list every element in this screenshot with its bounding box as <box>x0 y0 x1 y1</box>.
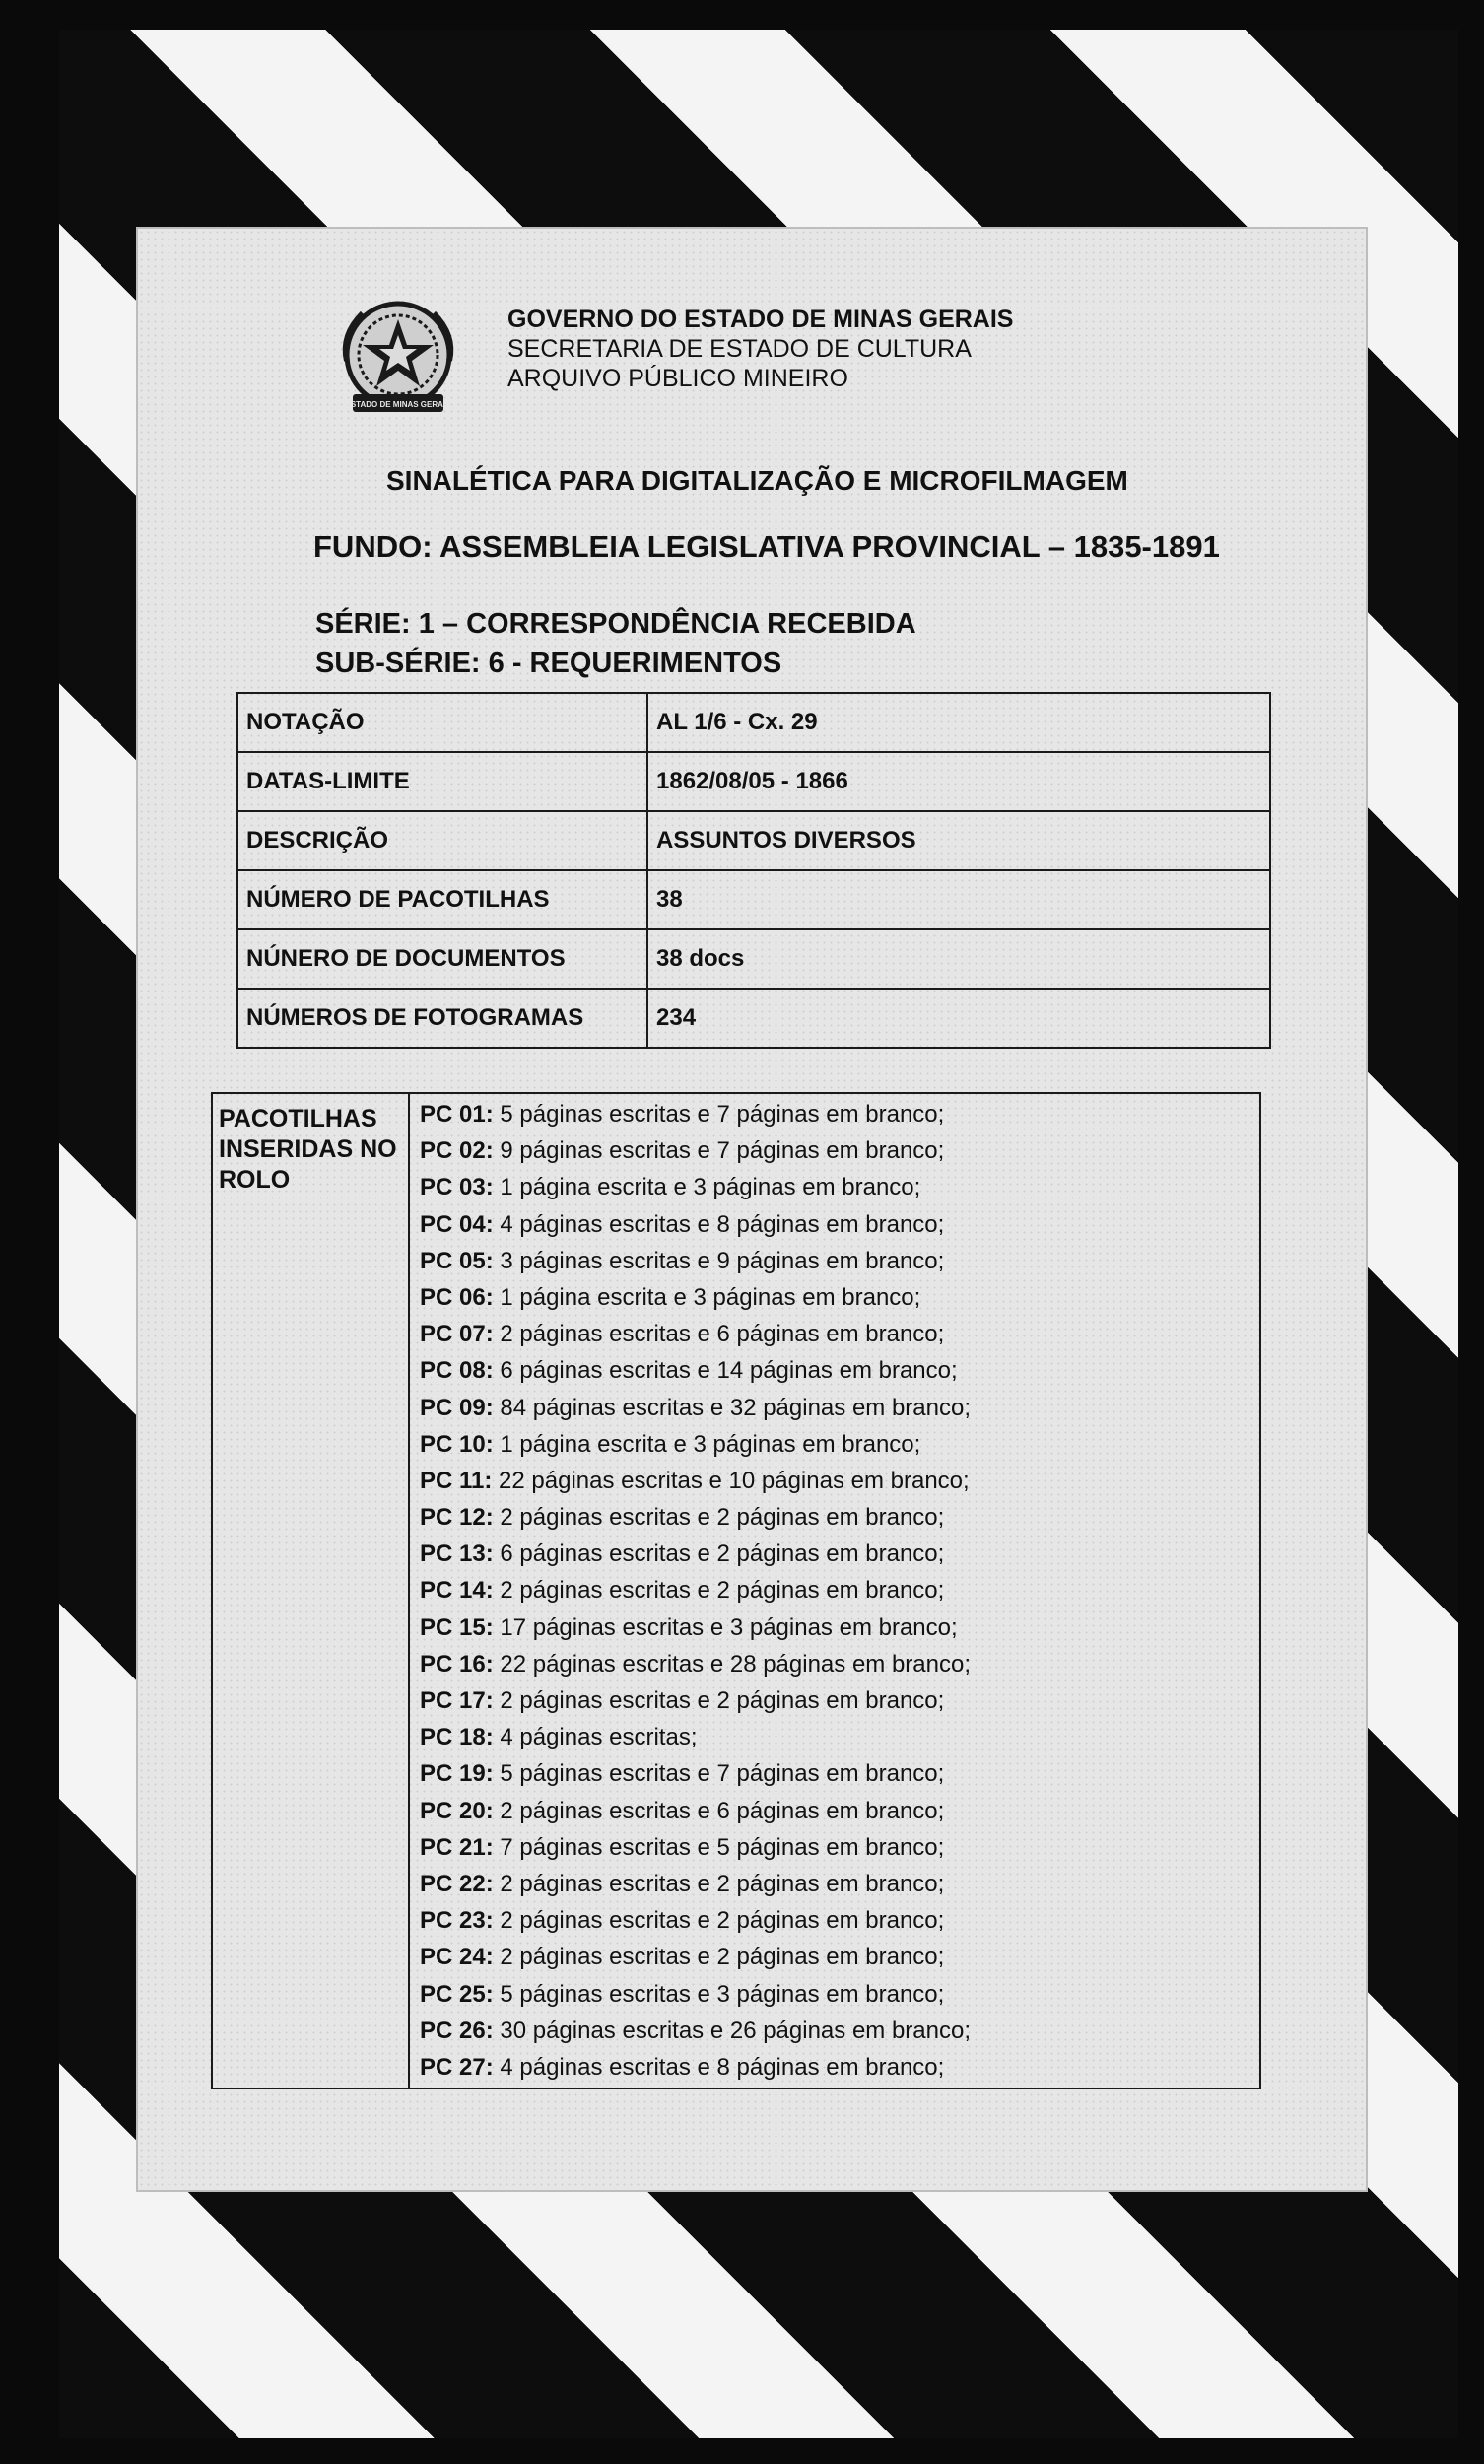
pacotilha-description: 7 páginas escritas e 5 páginas em branco; <box>500 1833 945 1861</box>
pacotilha-description: 17 páginas escritas e 3 páginas em branco; <box>500 1613 958 1641</box>
pacotilha-code: PC 07: <box>420 1321 494 1348</box>
pacotilha-description: 2 páginas escritas e 6 páginas em branco; <box>500 1321 945 1348</box>
pacotilha-item <box>420 1866 1248 1902</box>
institution-line-secretariat: SECRETARIA DE ESTADO DE CULTURA <box>507 335 972 363</box>
pacotilha-code: PC 20: <box>420 1797 494 1824</box>
pacotilha-description: 9 páginas escritas e 7 páginas em branco; <box>500 1137 945 1165</box>
subserie-heading: SUB-SÉRIE: 6 - REQUERIMENTOS <box>315 648 782 679</box>
pacotilha-item <box>420 1646 1248 1682</box>
pacotilha-item <box>420 1279 1248 1316</box>
metadata-label: NÚNERO DE DOCUMENTOS <box>237 929 647 989</box>
metadata-value: 38 docs <box>647 929 1270 989</box>
institution-line-government: GOVERNO DO ESTADO DE MINAS GERAIS <box>507 306 1014 333</box>
pacotilha-item <box>420 1352 1248 1389</box>
metadata-value: AL 1/6 - Cx. 29 <box>647 693 1270 752</box>
pacotilha-item <box>420 1390 1248 1426</box>
pacotilha-description: 2 páginas escritas e 2 páginas em branco; <box>500 1907 945 1935</box>
pacotilha-code: PC 18: <box>420 1724 494 1751</box>
pacotilha-description: 2 páginas escritas e 2 páginas em branco; <box>500 1870 945 1897</box>
pacotilha-code: PC 23: <box>420 1907 494 1935</box>
pacotilha-item <box>420 1609 1248 1646</box>
pacotilha-description: 6 páginas escritas e 14 páginas em branco; <box>500 1357 958 1385</box>
pacotilhas-list <box>420 1096 1248 2086</box>
metadata-value: ASSUNTOS DIVERSOS <box>647 811 1270 870</box>
pacotilha-item <box>420 1426 1248 1463</box>
pacotilha-description: 4 páginas escritas e 8 páginas em branco; <box>500 1210 945 1238</box>
minas-gerais-coat-of-arms-icon <box>333 296 463 426</box>
pacotilha-item <box>420 1096 1248 1132</box>
metadata-row <box>237 811 1270 870</box>
pacotilha-description: 1 página escrita e 3 páginas em branco; <box>500 1283 921 1311</box>
pacotilha-code: PC 08: <box>420 1357 494 1385</box>
fundo-heading: FUNDO: ASSEMBLEIA LEGISLATIVA PROVINCIAL – 1835-1891 <box>313 529 1220 564</box>
pacotilha-item <box>420 1939 1248 1975</box>
pacotilha-description: 5 páginas escritas e 7 páginas em branco; <box>500 1760 945 1788</box>
pacotilha-code: PC 17: <box>420 1687 494 1714</box>
pacotilha-item <box>420 1463 1248 1499</box>
pacotilha-description: 5 páginas escritas e 7 páginas em branco; <box>500 1101 945 1128</box>
pacotilha-description: 1 página escrita e 3 páginas em branco; <box>500 1430 921 1458</box>
pacotilha-description: 2 páginas escritas e 2 páginas em branco; <box>500 1944 945 1971</box>
pacotilha-item <box>420 1206 1248 1243</box>
metadata-row <box>237 693 1270 752</box>
metadata-label: NÚMEROS DE FOTOGRAMAS <box>237 989 647 1048</box>
seal-ribbon-text: ESTADO DE MINAS GERAIS <box>345 400 451 409</box>
pacotilha-code: PC 16: <box>420 1650 494 1677</box>
pacotilha-code: PC 15: <box>420 1613 494 1641</box>
metadata-label: NOTAÇÃO <box>237 693 647 752</box>
pacotilha-description: 84 páginas escritas e 32 páginas em branco; <box>500 1394 972 1421</box>
pacotilha-code: PC 11: <box>420 1467 493 1494</box>
metadata-value: 234 <box>647 989 1270 1048</box>
pacotilha-code: PC 13: <box>420 1540 494 1568</box>
pacotilha-item <box>420 1755 1248 1792</box>
pacotilha-item <box>420 1132 1248 1169</box>
pacotilha-description: 2 páginas escritas e 2 páginas em branco; <box>500 1687 945 1714</box>
pacotilha-description: 6 páginas escritas e 2 páginas em branco; <box>500 1540 945 1568</box>
pacotilha-code: PC 10: <box>420 1430 494 1458</box>
pacotilha-item <box>420 1793 1248 1829</box>
pacotilha-code: PC 06: <box>420 1283 494 1311</box>
pacotilha-code: PC 05: <box>420 1247 494 1274</box>
pacotilha-item <box>420 2013 1248 2049</box>
pacotilha-item <box>420 1682 1248 1719</box>
metadata-value: 38 <box>647 870 1270 929</box>
pacotilha-description: 2 páginas escritas e 6 páginas em branco; <box>500 1797 945 1824</box>
pacotilha-item <box>420 1829 1248 1866</box>
pacotilha-code: PC 19: <box>420 1760 494 1788</box>
pacotilhas-label-line: PACOTILHAS <box>219 1105 377 1132</box>
pacotilha-code: PC 24: <box>420 1944 494 1971</box>
pacotilha-description: 2 páginas escritas e 2 páginas em branco; <box>500 1504 945 1532</box>
metadata-row <box>237 752 1270 811</box>
pacotilha-item <box>420 1976 1248 2013</box>
metadata-row <box>237 870 1270 929</box>
pacotilha-description: 4 páginas escritas e 8 páginas em branco; <box>500 2053 945 2081</box>
pacotilha-description: 30 páginas escritas e 26 páginas em branco; <box>500 2017 972 2044</box>
pacotilha-code: PC 03: <box>420 1174 494 1201</box>
pacotilha-item <box>420 1316 1248 1352</box>
pacotilha-code: PC 21: <box>420 1833 494 1861</box>
pacotilha-code: PC 27: <box>420 2053 494 2081</box>
pacotilhas-label <box>213 1094 410 2088</box>
pacotilha-item <box>420 1572 1248 1608</box>
pacotilha-code: PC 26: <box>420 2017 494 2044</box>
serie-heading: SÉRIE: 1 – CORRESPONDÊNCIA RECEBIDA <box>315 608 916 640</box>
pacotilha-description: 3 páginas escritas e 9 páginas em branco; <box>500 1247 945 1274</box>
pacotilha-description: 1 página escrita e 3 páginas em branco; <box>500 1174 921 1201</box>
pacotilha-code: PC 02: <box>420 1137 494 1165</box>
pacotilha-description: 22 páginas escritas e 28 páginas em branco; <box>500 1650 972 1677</box>
metadata-row <box>237 989 1270 1048</box>
pacotilha-code: PC 09: <box>420 1394 494 1421</box>
document-title: SINALÉTICA PARA DIGITALIZAÇÃO E MICROFILMAGEM <box>386 465 1128 496</box>
pacotilha-description: 4 páginas escritas; <box>500 1724 698 1751</box>
pacotilha-code: PC 12: <box>420 1504 494 1532</box>
metadata-table <box>236 692 1271 1049</box>
pacotilha-code: PC 22: <box>420 1870 494 1897</box>
metadata-label: DATAS-LIMITE <box>237 752 647 811</box>
metadata-row <box>237 929 1270 989</box>
pacotilha-code: PC 01: <box>420 1101 494 1128</box>
pacotilhas-label-line: INSERIDAS NO <box>219 1135 397 1163</box>
metadata-label: NÚMERO DE PACOTILHAS <box>237 870 647 929</box>
metadata-value: 1862/08/05 - 1866 <box>647 752 1270 811</box>
signaletic-sheet <box>138 229 1366 2190</box>
pacotilha-code: PC 25: <box>420 1980 494 2008</box>
pacotilha-item <box>420 2049 1248 2086</box>
pacotilha-description: 22 páginas escritas e 10 páginas em branco; <box>499 1467 970 1494</box>
pacotilha-item <box>420 1169 1248 1205</box>
pacotilha-code: PC 04: <box>420 1210 494 1238</box>
institution-line-archive: ARQUIVO PÚBLICO MINEIRO <box>507 365 848 392</box>
pacotilha-item <box>420 1499 1248 1536</box>
pacotilhas-box <box>211 1092 1261 2089</box>
pacotilha-item <box>420 1243 1248 1279</box>
pacotilha-description: 2 páginas escritas e 2 páginas em branco; <box>500 1577 945 1605</box>
pacotilha-item <box>420 1902 1248 1939</box>
pacotilha-description: 5 páginas escritas e 3 páginas em branco; <box>500 1980 945 2008</box>
pacotilha-item <box>420 1719 1248 1755</box>
metadata-label: DESCRIÇÃO <box>237 811 647 870</box>
pacotilha-item <box>420 1536 1248 1572</box>
pacotilhas-label-line: ROLO <box>219 1166 291 1194</box>
pacotilha-code: PC 14: <box>420 1577 494 1605</box>
